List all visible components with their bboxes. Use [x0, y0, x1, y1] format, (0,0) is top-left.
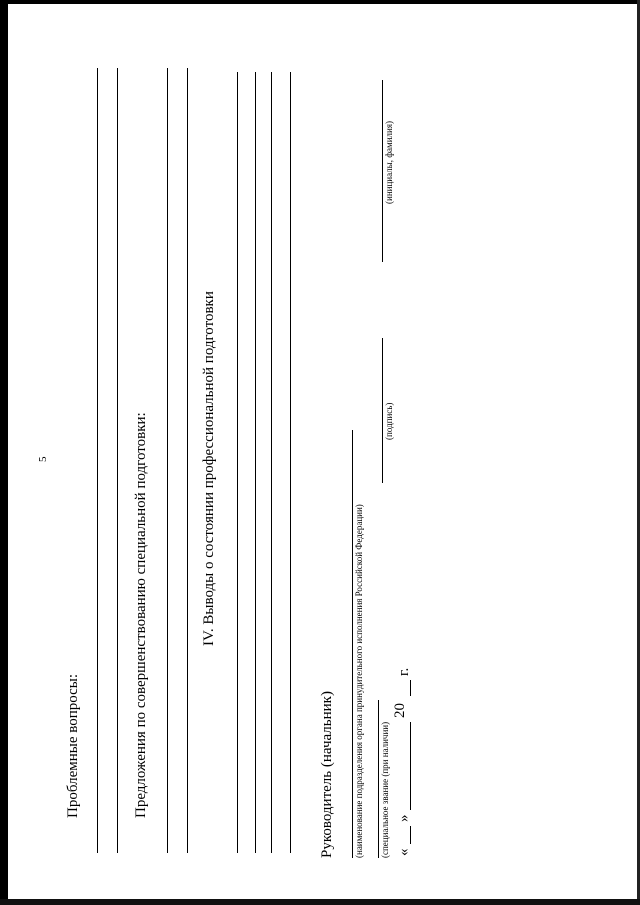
page-number: 5	[37, 456, 49, 462]
conclusions-line-2	[255, 72, 256, 853]
date-year-line	[410, 680, 411, 696]
head-label: Руководитель (начальник)	[319, 691, 335, 858]
scan-border-top	[0, 0, 640, 4]
rank-line	[378, 700, 379, 858]
conclusions-line-4	[290, 72, 291, 853]
date-century: 20	[392, 703, 408, 718]
unit-line	[352, 430, 353, 858]
date-close-quote: »	[396, 814, 412, 822]
problems-label: Проблемные вопросы:	[65, 673, 81, 818]
unit-caption: (наименование подразделения органа принудительного исполнения Российской Федерации)	[354, 504, 364, 858]
name-caption: (инициалы, фамилия)	[384, 121, 394, 204]
date-year-suffix: г.	[396, 667, 412, 676]
proposals-line-2	[187, 68, 188, 853]
rank-caption: (специальное звание (при наличии)	[380, 721, 390, 858]
problems-line-2	[117, 68, 118, 853]
conclusions-line-3	[271, 72, 272, 853]
conclusions-heading: IV. Выводы о состоянии профессиональной подготовки	[201, 291, 217, 646]
date-month-line	[410, 722, 411, 810]
date-open-quote: «	[396, 848, 412, 856]
scan-border-left	[0, 0, 8, 905]
proposals-label: Предложения по совершенствованию специальной подготовки:	[133, 412, 149, 818]
conclusions-line-1	[237, 72, 238, 853]
date-day-line	[410, 826, 411, 844]
scan-border-bottom	[0, 899, 640, 905]
name-line	[382, 80, 383, 262]
sign-caption: (подпись)	[384, 402, 394, 440]
proposals-line-1	[167, 68, 168, 853]
sign-line	[382, 338, 383, 483]
problems-line-1	[97, 68, 98, 853]
